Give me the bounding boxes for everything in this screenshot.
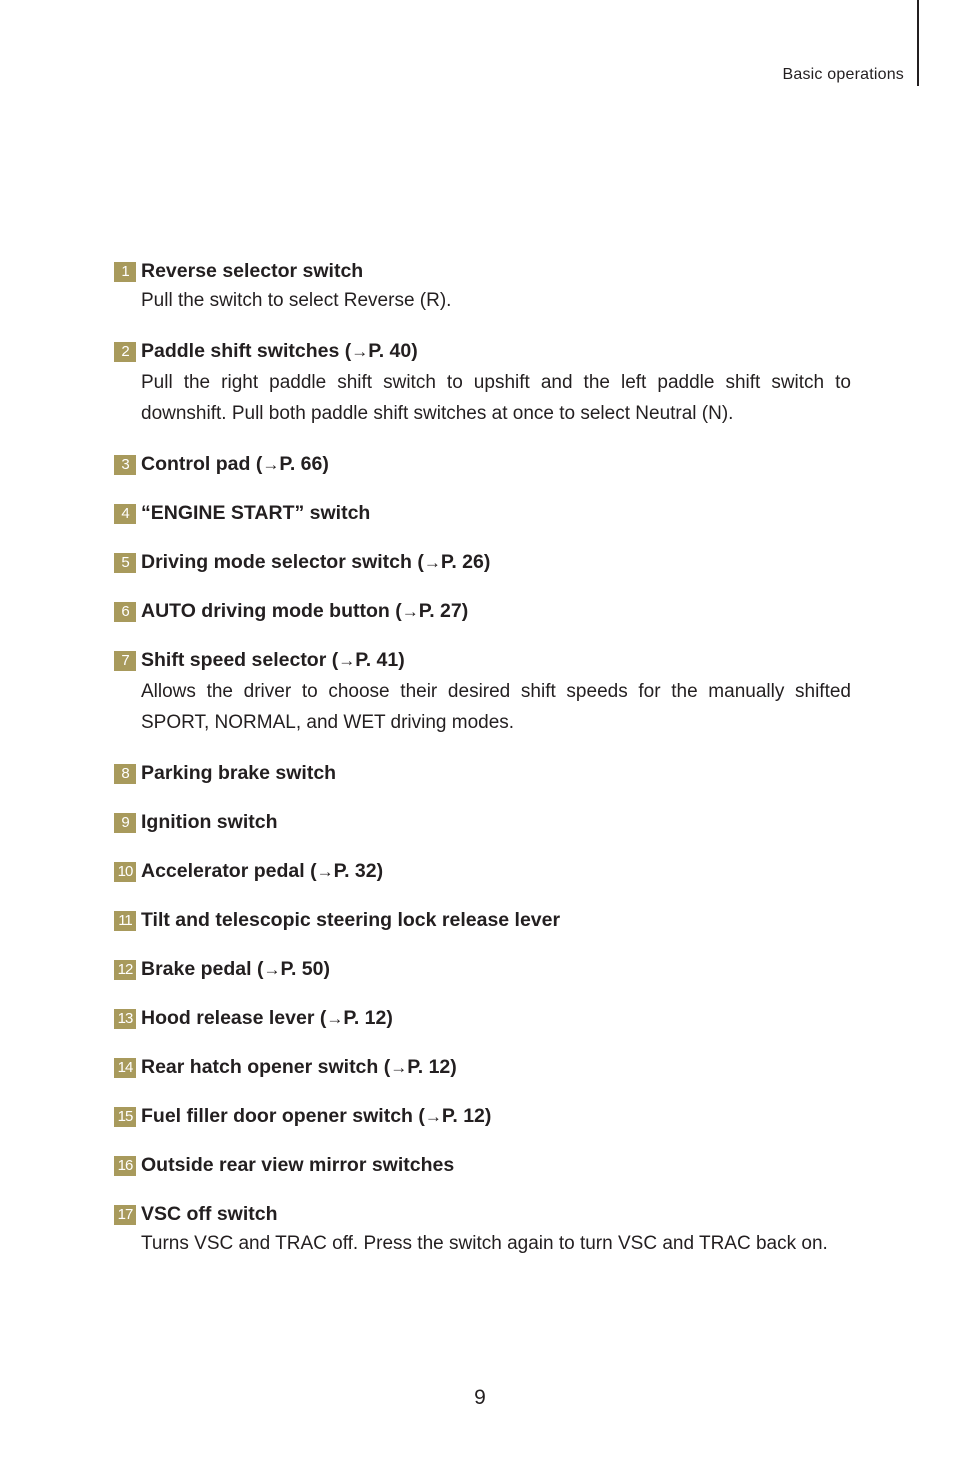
list-item — [114, 499, 851, 527]
item-title: Rear hatch opener switch (→P. 12) — [141, 1056, 457, 1078]
item-title: Control pad (→P. 66) — [141, 453, 329, 475]
list-item — [114, 597, 851, 625]
item-description: Turns VSC and TRAC off. Press the switch again to turn VSC and TRAC back on. — [141, 1233, 828, 1254]
item-title: Shift speed selector (→P. 41) — [141, 649, 405, 671]
item-number-badge: 2 — [114, 342, 136, 362]
item-description: Allows the driver to choose their desired shift speeds for the manually shifted SPORT, NORMAL, and WET driving modes. — [141, 681, 851, 733]
item-title: Tilt and telescopic steering lock release lever — [141, 909, 561, 931]
item-number-badge: 11 — [114, 911, 136, 931]
item-number-badge: 3 — [114, 455, 136, 475]
list-item — [114, 450, 851, 478]
item-number-badge: 4 — [114, 504, 136, 524]
list-item — [114, 906, 851, 934]
item-title: Paddle shift switches (→P. 40) — [141, 340, 418, 362]
list-item — [114, 1200, 851, 1259]
list-item — [114, 548, 851, 576]
item-title: Outside rear view mirror switches — [141, 1154, 455, 1176]
item-title: Hood release lever (→P. 12) — [141, 1007, 393, 1029]
page-reference-link[interactable]: P. 41) — [355, 649, 405, 671]
list-item — [114, 808, 851, 836]
list-item — [114, 1004, 851, 1032]
item-title: Brake pedal (→P. 50) — [141, 958, 330, 980]
arrow-right-icon: → — [424, 1107, 442, 1126]
controls-list — [114, 257, 851, 1259]
page-reference-link[interactable]: P. 12) — [441, 1105, 492, 1127]
list-item — [114, 646, 851, 738]
section-title: Basic operations — [782, 66, 904, 83]
header-divider — [917, 0, 919, 86]
arrow-right-icon: → — [390, 1058, 408, 1077]
item-title: Parking brake switch — [141, 762, 337, 784]
item-title: Accelerator pedal (→P. 32) — [141, 860, 384, 882]
list-item — [114, 1102, 851, 1130]
page-reference-link[interactable]: P. 27) — [418, 600, 469, 622]
list-item — [114, 1053, 851, 1081]
arrow-right-icon: → — [351, 342, 369, 361]
item-number-badge: 13 — [114, 1009, 136, 1029]
list-item — [114, 337, 851, 429]
item-title: Ignition switch — [141, 811, 278, 833]
arrow-right-icon: → — [326, 1009, 344, 1028]
item-number-badge: 10 — [114, 862, 136, 882]
item-number-badge: 9 — [114, 813, 136, 833]
arrow-right-icon: → — [423, 553, 441, 572]
page-reference-link[interactable]: P. 32) — [333, 860, 384, 882]
item-number-badge: 8 — [114, 764, 136, 784]
item-title: “ENGINE START” switch — [141, 502, 371, 524]
page-number: 9 — [474, 1386, 486, 1409]
page-reference-link[interactable]: P. 12) — [407, 1056, 457, 1078]
item-number-badge: 12 — [114, 960, 136, 980]
item-title: AUTO driving mode button (→P. 27) — [141, 600, 469, 622]
arrow-right-icon: → — [263, 960, 281, 979]
page-reference-link[interactable]: P. 26) — [440, 551, 491, 573]
arrow-right-icon: → — [401, 602, 419, 621]
item-title: Driving mode selector switch (→P. 26) — [141, 551, 491, 573]
arrow-right-icon: → — [262, 455, 280, 474]
item-title: Reverse selector switch — [141, 260, 364, 282]
list-item — [114, 955, 851, 983]
arrow-right-icon: → — [338, 651, 356, 670]
list-item — [114, 759, 851, 787]
page-reference-link[interactable]: P. 12) — [343, 1007, 393, 1029]
item-number-badge: 6 — [114, 602, 136, 622]
list-item — [114, 1151, 851, 1179]
page-reference-link[interactable]: P. 40) — [368, 340, 418, 362]
item-number-badge: 1 — [114, 262, 136, 282]
list-item — [114, 857, 851, 885]
item-description: Pull the right paddle shift switch to upshift and the left paddle shift switch to downshift. Pull both paddle shift switches at once to select Neutral (N). — [141, 372, 851, 424]
page-reference-link[interactable]: P. 66) — [279, 453, 329, 475]
list-item — [114, 257, 851, 316]
item-number-badge: 17 — [114, 1205, 136, 1225]
page-reference-link[interactable]: P. 50) — [280, 958, 330, 980]
item-title: Fuel filler door opener switch (→P. 12) — [141, 1105, 492, 1127]
arrow-right-icon: → — [316, 862, 334, 881]
item-title: VSC off switch — [141, 1203, 278, 1225]
item-number-badge: 15 — [114, 1107, 136, 1127]
item-description: Pull the switch to select Reverse (R). — [141, 290, 452, 311]
item-number-badge: 7 — [114, 651, 136, 671]
item-number-badge: 5 — [114, 553, 136, 573]
item-number-badge: 14 — [114, 1058, 136, 1078]
item-number-badge: 16 — [114, 1156, 136, 1176]
